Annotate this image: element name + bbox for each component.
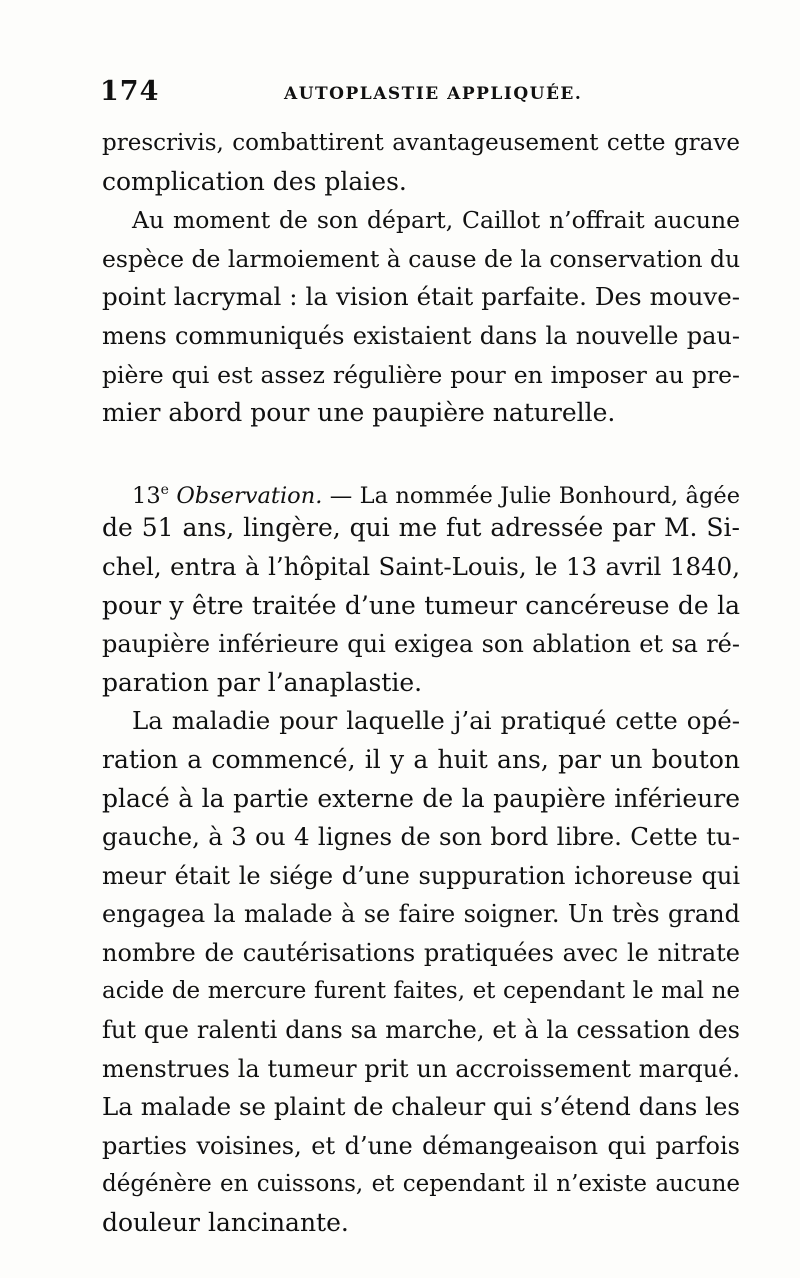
- text-line: mier abord pour une paupière naturelle.: [102, 398, 616, 428]
- text-line: dégénère en cuissons, et cependant il n’existe aucune: [102, 1171, 740, 1198]
- running-title: AUTOPLASTIE APPLIQUÉE.: [284, 84, 583, 104]
- text-line: paration par l’anaplastie.: [102, 667, 423, 697]
- text-line: complication des plaies.: [102, 166, 407, 196]
- text-line: douleur lancinante.: [102, 1208, 349, 1238]
- page-header: [100, 76, 740, 112]
- text-line: nombre de cautérisations pratiquées avec le nitrate: [102, 938, 740, 967]
- observation-number: 13e: [132, 481, 169, 509]
- text-line: engagea la malade à se faire soigner. Un très grand: [102, 900, 740, 929]
- text-line: gauche, à 3 ou 4 lignes de son bord libre. Cette tu-: [102, 822, 740, 852]
- text-line: acide de mercure furent faites, et cependant le mal ne: [102, 978, 740, 1005]
- text-line: La malade se plaint de chaleur qui s’étend dans les: [102, 1092, 740, 1122]
- text-line: de 51 ans, lingère, qui me fut adressée par M. Si-: [102, 513, 740, 543]
- text-line: pière qui est assez régulière pour en imposer au pre-: [102, 360, 740, 389]
- text-line: prescrivis, combattirent avantageusement cette grave: [102, 130, 740, 156]
- observation-first-line: [102, 471, 740, 510]
- text-line: Au moment de son départ, Caillot n’offrait aucune: [132, 206, 740, 235]
- paragraph: [102, 201, 740, 433]
- text-line: pour y être traitée d’une tumeur cancéreuse de la: [102, 590, 740, 620]
- observation-paragraph: [102, 471, 740, 703]
- observation-number-suffix: e: [160, 481, 169, 498]
- text-line: mens communiqués existaient dans la nouvelle pau-: [102, 321, 740, 350]
- text-line: point lacrymal : la vision était parfaite. Des mouve-: [102, 282, 740, 312]
- paragraph: [102, 702, 740, 1242]
- paragraph: [102, 124, 740, 201]
- text-line: parties voisines, et d’une démangeaison qui parfois: [102, 1131, 740, 1160]
- observation-first-line-text: — La nommée Julie Bonhourd, âgée: [329, 482, 741, 509]
- text-line: menstrues la tumeur prit un accroissement marqué.: [102, 1054, 740, 1083]
- text-line: La maladie pour laquelle j’ai pratiqué cette opé-: [132, 706, 740, 736]
- text-line: ration a commencé, il y a huit ans, par un bouton: [102, 744, 740, 774]
- text-line: fut que ralenti dans sa marche, et à la cessation des: [102, 1016, 740, 1045]
- page-number: 174: [100, 76, 160, 107]
- observation-label: Observation.: [176, 482, 323, 509]
- text-line: paupière inférieure qui exigea son ablation et sa ré-: [102, 630, 740, 659]
- text-line: placé à la partie externe de la paupière inférieure: [102, 783, 740, 813]
- paragraph-gap: [102, 433, 740, 471]
- body-text: [102, 124, 740, 1243]
- text-line: chel, entra à l’hôpital Saint-Louis, le 13 avril 1840,: [102, 551, 740, 581]
- text-line: meur était le siége d’une suppuration ichoreuse qui: [102, 861, 740, 890]
- text-line: espèce de larmoiement à cause de la conservation du: [102, 244, 741, 273]
